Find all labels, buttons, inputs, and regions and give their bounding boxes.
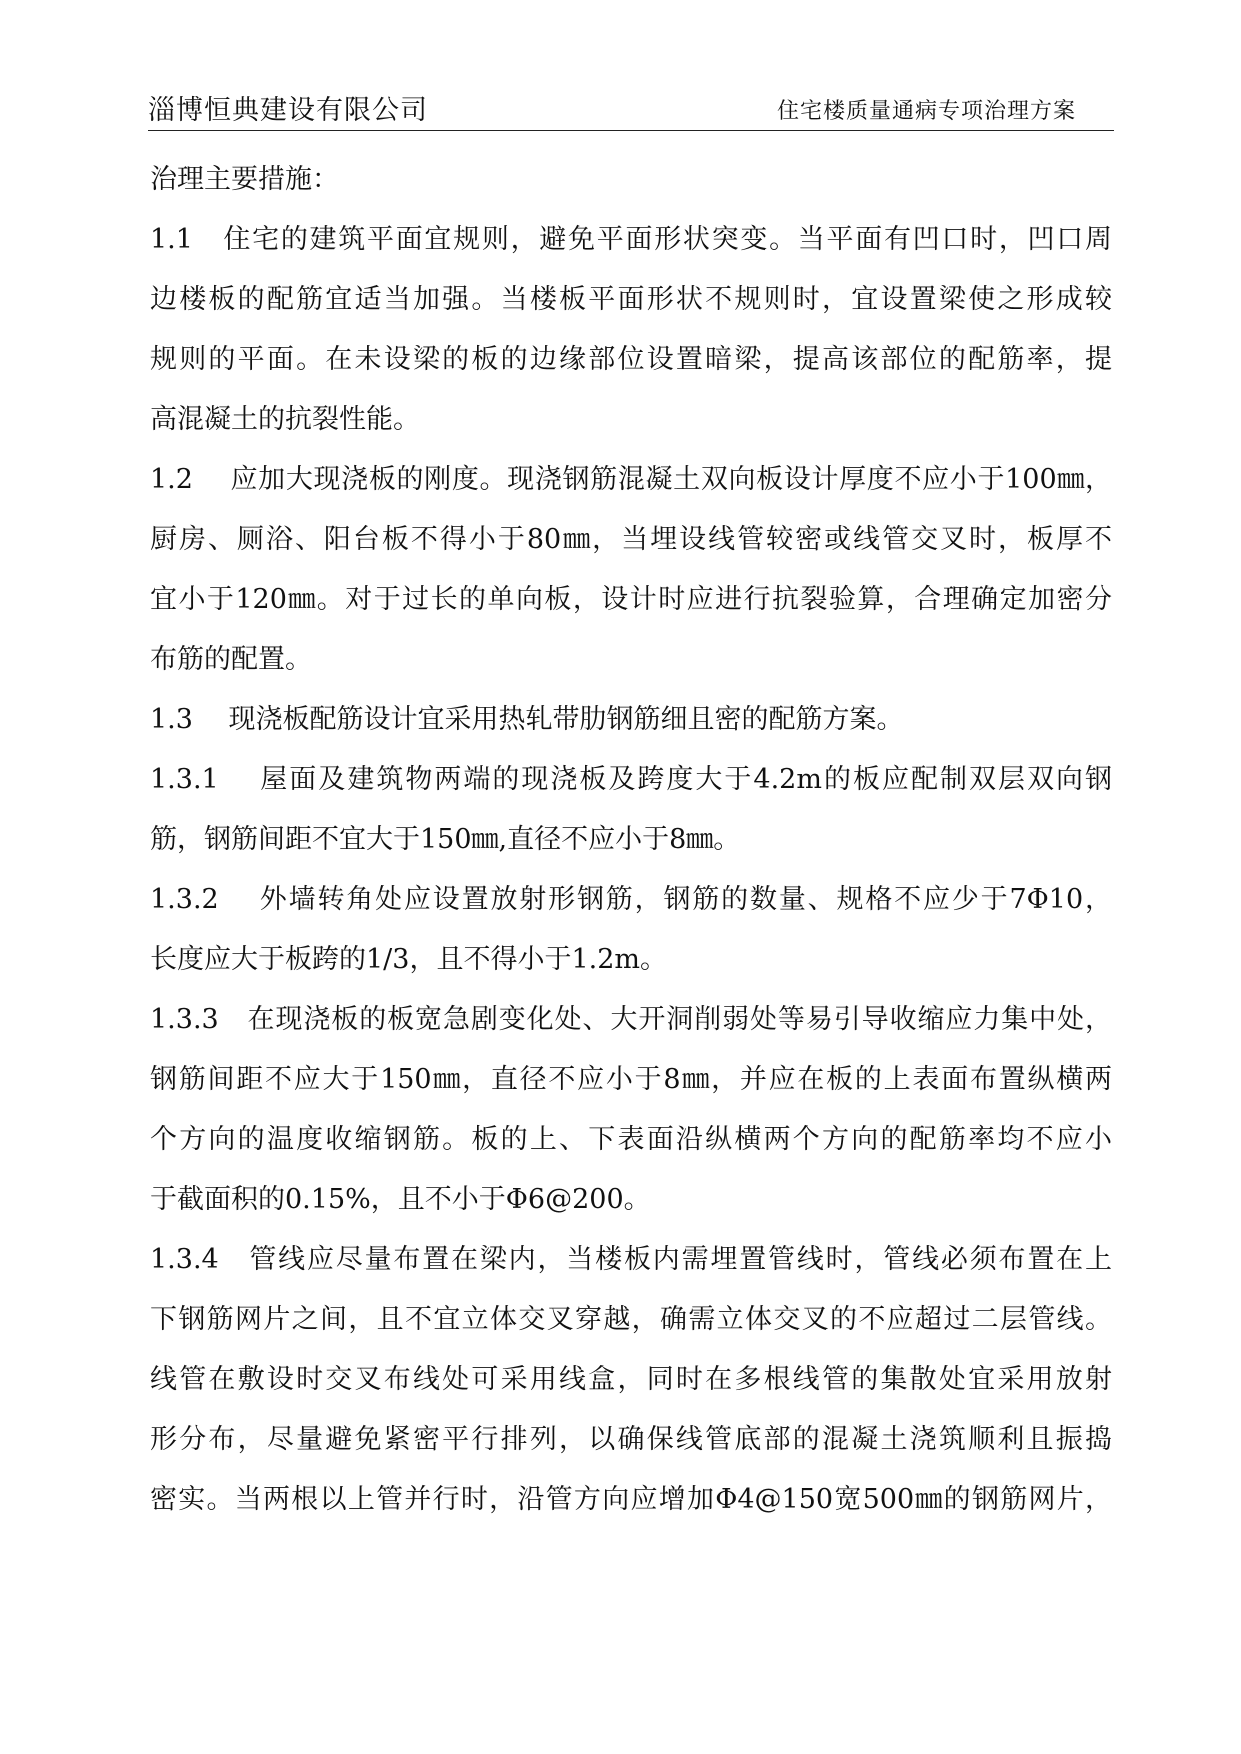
page-header <box>148 88 1114 131</box>
text-line: 1.3.2 外墙转角处应设置放射形钢筋，钢筋的数量、规格不应少于7Φ10， <box>150 884 1112 915</box>
text-line: 线管在敷设时交叉布线处可采用线盒，同时在多根线管的集散处宜采用放射 <box>150 1364 1112 1395</box>
text-line: 规则的平面。在未设梁的板的边缘部位设置暗梁，提高该部位的配筋率，提 <box>150 344 1112 375</box>
text-line: 1.3.4 管线应尽量布置在梁内，当楼板内需埋置管线时，管线必须布置在上 <box>150 1244 1112 1275</box>
text-line: 1.2 应加大现浇板的刚度。现浇钢筋混凝土双向板设计厚度不应小于100㎜， <box>150 464 1112 495</box>
document-body <box>150 150 1112 1530</box>
text-line: 下钢筋网片之间，且不宜立体交叉穿越，确需立体交叉的不应超过二层管线。 <box>150 1304 1112 1335</box>
text-line: 1.3.1 屋面及建筑物两端的现浇板及跨度大于4.2m的板应配制双层双向钢 <box>150 764 1112 795</box>
text-line: 形分布，尽量避免紧密平行排列，以确保线管底部的混凝土浇筑顺利且振捣 <box>150 1424 1112 1455</box>
text-line: 宜小于120㎜。对于过长的单向板，设计时应进行抗裂验算，合理确定加密分 <box>150 584 1112 615</box>
text-line: 钢筋间距不应大于150㎜，直径不应小于8㎜，并应在板的上表面布置纵横两 <box>150 1064 1112 1095</box>
text-line: 1.1 住宅的建筑平面宜规则，避免平面形状突变。当平面有凹口时，凹口周 <box>150 224 1112 255</box>
text-line: 1.3.3 在现浇板的板宽急剧变化处、大开洞削弱处等易引导收缩应力集中处， <box>150 1004 1112 1035</box>
text-line: 长度应大于板跨的1/3，且不得小于1.2m。 <box>150 944 667 975</box>
company-name: 淄博恒典建设有限公司 <box>148 95 428 126</box>
section-heading: 治理主要措施： <box>150 164 339 195</box>
text-line: 于截面积的0.15%，且不小于Φ6@200。 <box>150 1184 651 1215</box>
text-line: 布筋的配置。 <box>150 644 312 675</box>
text-line: 边楼板的配筋宜适当加强。当楼板平面形状不规则时，宜设置梁使之形成较 <box>150 284 1112 315</box>
document-title: 住宅楼质量通病专项治理方案 <box>776 99 1076 124</box>
text-line: 厨房、厕浴、阳台板不得小于80㎜，当埋设线管较密或线管交叉时，板厚不 <box>150 524 1112 555</box>
text-line: 个方向的温度收缩钢筋。板的上、下表面沿纵横两个方向的配筋率均不应小 <box>150 1124 1112 1155</box>
text-line: 密实。当两根以上管并行时，沿管方向应增加Φ4@150宽500㎜的钢筋网片， <box>150 1484 1112 1515</box>
text-line: 高混凝土的抗裂性能。 <box>150 404 420 435</box>
text-line: 1.3 现浇板配筋设计宜采用热轧带肋钢筋细且密的配筋方案。 <box>150 704 904 735</box>
text-line: 筋，钢筋间距不宜大于150㎜,直径不应小于8㎜。 <box>150 824 741 855</box>
